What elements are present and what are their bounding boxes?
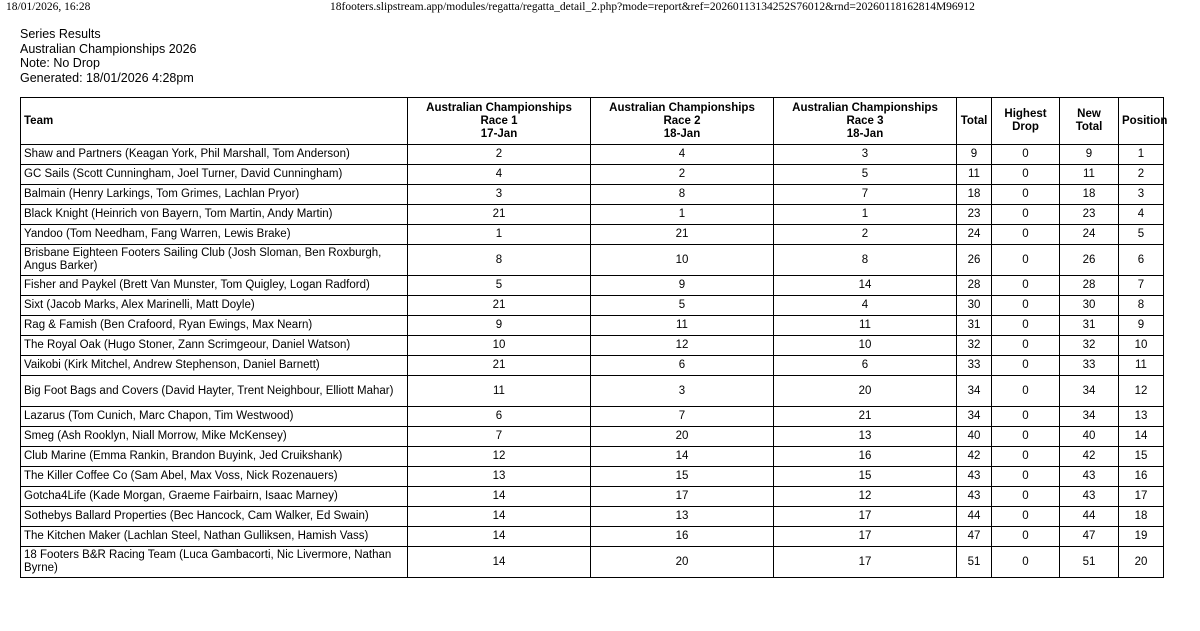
race1-cell: 1 [408,225,591,245]
race2-date: 18-Jan [663,127,701,140]
total-cell: 11 [957,165,992,185]
race2-label: Race 2 [663,114,701,127]
print-datetime: 18/01/2026, 16:28 [6,1,91,13]
race3-cell: 17 [774,527,957,547]
team-cell: Sothebys Ballard Properties (Bec Hancock, Cam Walker, Ed Swain) [21,507,408,527]
team-cell: 18 Footers B&R Racing Team (Luca Gambacorti, Nic Livermore, Nathan Byrne) [21,547,408,578]
position-cell: 9 [1119,316,1164,336]
race2-cell: 17 [591,487,774,507]
position-cell: 19 [1119,527,1164,547]
race1-cell: 21 [408,296,591,316]
team-cell: Brisbane Eighteen Footers Sailing Club (Josh Sloman, Ben Roxburgh, Angus Barker) [21,245,408,276]
race3-cell: 1 [774,205,957,225]
col-header-team: Team [21,98,408,145]
highest-drop-cell: 0 [992,276,1060,296]
new-total-line2: Total [1075,121,1103,133]
highest-drop-cell: 0 [992,316,1060,336]
table-row [21,296,1164,316]
table-row [21,507,1164,527]
race3-cell: 20 [774,376,957,407]
position-cell: 2 [1119,165,1164,185]
table-row [21,487,1164,507]
race2-cell: 8 [591,185,774,205]
new-total-cell: 43 [1060,467,1119,487]
table-row [21,145,1164,165]
team-cell: Gotcha4Life (Kade Morgan, Graeme Fairbairn, Isaac Marney) [21,487,408,507]
position-cell: 4 [1119,205,1164,225]
new-total-cell: 24 [1060,225,1119,245]
table-row [21,276,1164,296]
highest-drop-cell: 0 [992,527,1060,547]
total-cell: 26 [957,245,992,276]
race1-cell: 12 [408,447,591,467]
col-header-race3 [774,98,957,145]
race2-cell: 3 [591,376,774,407]
col-header-total: Total [957,98,992,145]
new-total-cell: 34 [1060,376,1119,407]
total-cell: 28 [957,276,992,296]
position-cell: 7 [1119,276,1164,296]
team-cell: The Royal Oak (Hugo Stoner, Zann Scrimgeour, Daniel Watson) [21,336,408,356]
race1-cell: 5 [408,276,591,296]
race2-cell: 20 [591,427,774,447]
report-note: Note: No Drop [20,56,100,70]
position-cell: 6 [1119,245,1164,276]
total-cell: 34 [957,407,992,427]
table-row [21,427,1164,447]
header-row [21,98,1164,145]
total-cell: 43 [957,467,992,487]
race3-cell: 3 [774,145,957,165]
race2-event: Australian Championships [609,101,755,114]
race3-cell: 17 [774,507,957,527]
col-header-highest-drop [992,98,1060,145]
col-header-new-total [1060,98,1119,145]
race3-cell: 4 [774,296,957,316]
table-row [21,336,1164,356]
team-cell: Big Foot Bags and Covers (David Hayter, Trent Neighbour, Elliott Mahar) [21,376,408,407]
team-cell: Shaw and Partners (Keagan York, Phil Marshall, Tom Anderson) [21,145,408,165]
position-cell: 13 [1119,407,1164,427]
new-total-cell: 18 [1060,185,1119,205]
print-header [0,0,1200,16]
new-total-cell: 32 [1060,336,1119,356]
team-cell: Yandoo (Tom Needham, Fang Warren, Lewis Brake) [21,225,408,245]
position-cell: 12 [1119,376,1164,407]
position-cell: 14 [1119,427,1164,447]
team-cell: Vaikobi (Kirk Mitchel, Andrew Stephenson, Daniel Barnett) [21,356,408,376]
highest-drop-cell: 0 [992,447,1060,467]
total-cell: 47 [957,527,992,547]
new-total-cell: 42 [1060,447,1119,467]
table-row [21,205,1164,225]
total-cell: 44 [957,507,992,527]
race1-cell: 6 [408,407,591,427]
race3-label: Race 3 [846,114,884,127]
highest-drop-cell: 0 [992,427,1060,447]
highest-drop-cell: 0 [992,185,1060,205]
highest-drop-cell: 0 [992,356,1060,376]
results-body [21,145,1164,578]
race1-cell: 3 [408,185,591,205]
highest-drop-cell: 0 [992,245,1060,276]
table-row [21,376,1164,407]
team-cell: Fisher and Paykel (Brett Van Munster, Tom Quigley, Logan Radford) [21,276,408,296]
position-cell: 5 [1119,225,1164,245]
race3-cell: 2 [774,225,957,245]
total-cell: 18 [957,185,992,205]
new-total-cell: 33 [1060,356,1119,376]
new-total-cell: 26 [1060,245,1119,276]
position-cell: 8 [1119,296,1164,316]
new-total-cell: 44 [1060,507,1119,527]
total-cell: 34 [957,376,992,407]
race1-cell: 10 [408,336,591,356]
race3-cell: 11 [774,316,957,336]
race1-date: 17-Jan [480,127,518,140]
team-cell: Black Knight (Heinrich von Bayern, Tom Martin, Andy Martin) [21,205,408,225]
race3-cell: 12 [774,487,957,507]
col-header-race1 [408,98,591,145]
race2-cell: 12 [591,336,774,356]
table-row [21,447,1164,467]
race3-event: Australian Championships [792,101,938,114]
total-cell: 43 [957,487,992,507]
new-total-cell: 23 [1060,205,1119,225]
highest-drop-cell: 0 [992,145,1060,165]
report-event: Australian Championships 2026 [20,41,197,56]
highest-drop-cell: 0 [992,296,1060,316]
position-cell: 20 [1119,547,1164,578]
highest-drop-cell: 0 [992,407,1060,427]
highest-drop-line1: Highest [1004,108,1047,120]
position-cell: 18 [1119,507,1164,527]
table-row [21,527,1164,547]
new-total-cell: 34 [1060,407,1119,427]
race1-event: Australian Championships [426,101,572,114]
total-cell: 9 [957,145,992,165]
race1-cell: 14 [408,527,591,547]
table-row [21,356,1164,376]
total-cell: 31 [957,316,992,336]
race3-cell: 10 [774,336,957,356]
new-total-cell: 43 [1060,487,1119,507]
race3-cell: 14 [774,276,957,296]
race3-cell: 16 [774,447,957,467]
race2-cell: 11 [591,316,774,336]
new-total-cell: 30 [1060,296,1119,316]
race1-cell: 14 [408,507,591,527]
position-cell: 17 [1119,487,1164,507]
race3-cell: 7 [774,185,957,205]
race3-cell: 21 [774,407,957,427]
race2-cell: 16 [591,527,774,547]
highest-drop-cell: 0 [992,376,1060,407]
race3-date: 18-Jan [846,127,884,140]
table-row [21,467,1164,487]
new-total-cell: 28 [1060,276,1119,296]
table-row [21,185,1164,205]
team-cell: The Kitchen Maker (Lachlan Steel, Nathan Gulliksen, Hamish Vass) [21,527,408,547]
race3-cell: 6 [774,356,957,376]
position-cell: 16 [1119,467,1164,487]
total-cell: 51 [957,547,992,578]
total-cell: 32 [957,336,992,356]
race2-cell: 13 [591,507,774,527]
team-cell: Sixt (Jacob Marks, Alex Marinelli, Matt Doyle) [21,296,408,316]
new-total-cell: 31 [1060,316,1119,336]
highest-drop-cell: 0 [992,336,1060,356]
col-header-race2 [591,98,774,145]
table-row [21,316,1164,336]
race3-cell: 13 [774,427,957,447]
highest-drop-cell: 0 [992,225,1060,245]
total-cell: 40 [957,427,992,447]
race1-cell: 4 [408,165,591,185]
table-row [21,225,1164,245]
race1-cell: 7 [408,427,591,447]
race2-cell: 6 [591,356,774,376]
new-total-cell: 47 [1060,527,1119,547]
results-table [20,97,1168,578]
highest-drop-cell: 0 [992,547,1060,578]
highest-drop-cell: 0 [992,205,1060,225]
race2-cell: 5 [591,296,774,316]
position-cell: 1 [1119,145,1164,165]
col-header-position: Position [1119,98,1164,145]
race2-cell: 21 [591,225,774,245]
new-total-line1: New [1077,108,1101,120]
table-row [21,245,1164,276]
highest-drop-cell: 0 [992,467,1060,487]
highest-drop-cell: 0 [992,487,1060,507]
position-cell: 10 [1119,336,1164,356]
race2-cell: 7 [591,407,774,427]
new-total-cell: 40 [1060,427,1119,447]
race2-cell: 10 [591,245,774,276]
race1-cell: 14 [408,487,591,507]
report-generated: Generated: 18/01/2026 4:28pm [20,70,194,85]
race1-cell: 9 [408,316,591,336]
team-cell: Balmain (Henry Larkings, Tom Grimes, Lachlan Pryor) [21,185,408,205]
race2-cell: 14 [591,447,774,467]
new-total-cell: 9 [1060,145,1119,165]
race3-cell: 5 [774,165,957,185]
position-cell: 3 [1119,185,1164,205]
highest-drop-cell: 0 [992,165,1060,185]
position-cell: 11 [1119,356,1164,376]
table-row [21,165,1164,185]
race2-cell: 9 [591,276,774,296]
highest-drop-cell: 0 [992,507,1060,527]
new-total-cell: 51 [1060,547,1119,578]
race3-cell: 15 [774,467,957,487]
team-cell: The Killer Coffee Co (Sam Abel, Max Voss, Nick Rozenauers) [21,467,408,487]
team-cell: Rag & Famish (Ben Crafoord, Ryan Ewings, Max Nearn) [21,316,408,336]
print-url: 18footers.slipstream.app/modules/regatta/regatta_detail_2.php?mode=report&ref=20260113134252S76012&rnd=20260118162814M96912 [330,1,975,13]
race1-cell: 11 [408,376,591,407]
race2-cell: 2 [591,165,774,185]
race3-cell: 8 [774,245,957,276]
race1-cell: 21 [408,205,591,225]
table-row [21,407,1164,427]
total-cell: 33 [957,356,992,376]
position-cell: 15 [1119,447,1164,467]
race1-cell: 14 [408,547,591,578]
race2-cell: 4 [591,145,774,165]
team-cell: Lazarus (Tom Cunich, Marc Chapon, Tim Westwood) [21,407,408,427]
team-cell: Smeg (Ash Rooklyn, Niall Morrow, Mike McKensey) [21,427,408,447]
race1-cell: 2 [408,145,591,165]
race1-cell: 8 [408,245,591,276]
total-cell: 24 [957,225,992,245]
new-total-cell: 11 [1060,165,1119,185]
report-heading: Series Results [20,27,101,41]
race2-cell: 1 [591,205,774,225]
race1-label: Race 1 [480,114,518,127]
team-cell: GC Sails (Scott Cunningham, Joel Turner, David Cunningham) [21,165,408,185]
total-cell: 30 [957,296,992,316]
race1-cell: 13 [408,467,591,487]
table-row [21,547,1164,578]
highest-drop-line2: Drop [1012,121,1039,133]
race2-cell: 15 [591,467,774,487]
race3-cell: 17 [774,547,957,578]
report-meta [20,27,197,85]
race1-cell: 21 [408,356,591,376]
race2-cell: 20 [591,547,774,578]
team-cell: Club Marine (Emma Rankin, Brandon Buyink, Jed Cruikshank) [21,447,408,467]
total-cell: 42 [957,447,992,467]
total-cell: 23 [957,205,992,225]
